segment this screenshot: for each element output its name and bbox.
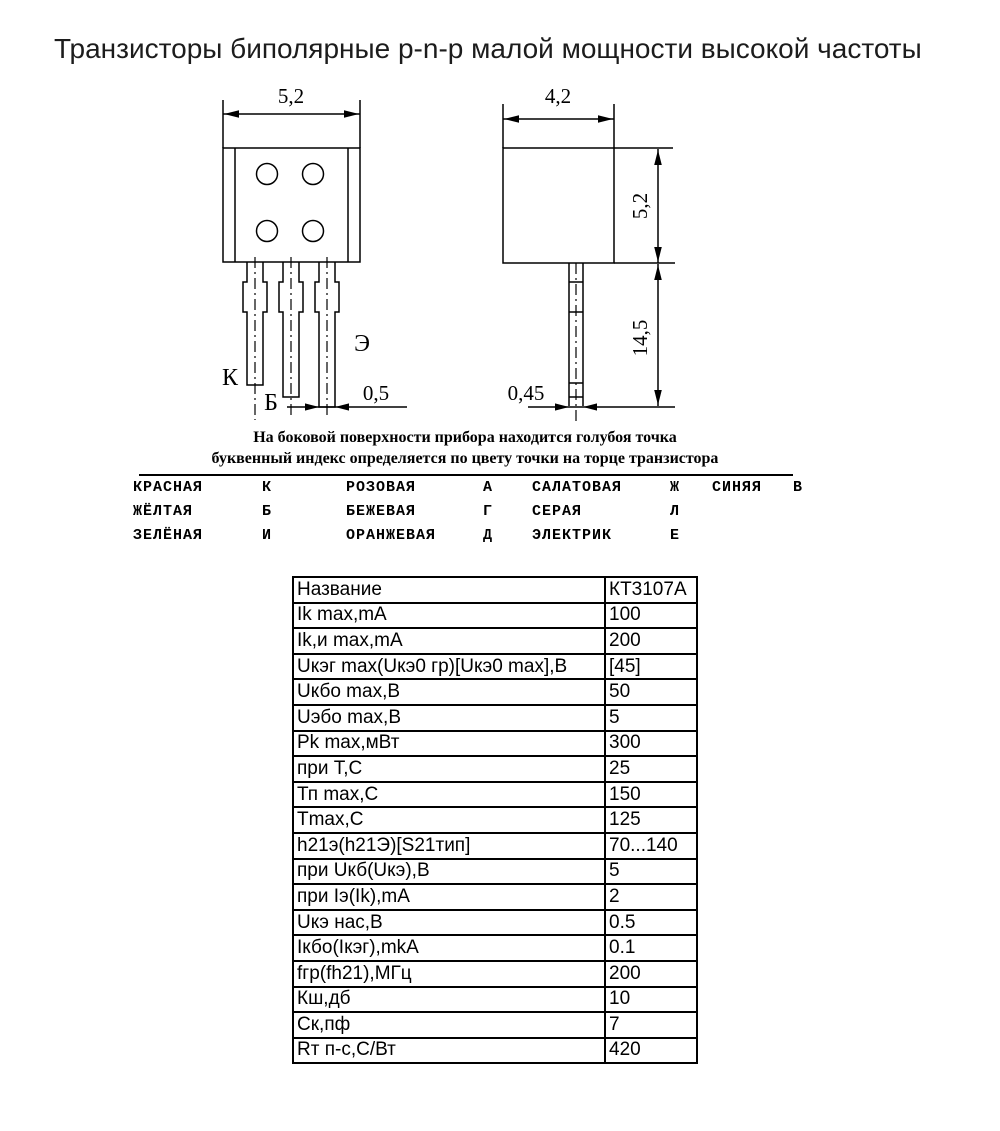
spec-table-row [293,884,697,910]
spec-table-row [293,1038,697,1064]
side-width-dim-label: 4,2 [544,84,572,108]
body-hole [257,221,278,242]
color-letter: Е [670,527,681,544]
spec-table-row [293,1012,697,1038]
color-name: БЕЖЕВАЯ [346,503,417,520]
spec-table-row [293,628,697,654]
spec-table-row [293,910,697,936]
param-cell: Tmax,С [293,807,605,833]
emitter-label: Э [354,331,370,357]
param-cell: при Iэ(Ik),mA [293,884,605,910]
param-cell: Uкбо max,В [293,679,605,705]
dim-arrow-icon [555,403,569,410]
body-hole [303,164,324,185]
param-cell: Uэбо max,В [293,705,605,731]
marking-note [130,427,800,469]
dim-arrow-icon [583,403,597,410]
param-cell: при Т,С [293,756,605,782]
spec-table-row [293,935,697,961]
dim-arrow-icon [598,115,613,123]
spec-table-row [293,833,697,859]
spec-table-row [293,603,697,629]
spec-table-row [293,807,697,833]
param-cell: Iкбо(Iкэг),mkA [293,935,605,961]
param-cell: Ik,и max,mA [293,628,605,654]
param-cell: Кш,дб [293,987,605,1013]
color-name: СЕРАЯ [532,503,583,520]
param-cell: Uкэ нас,В [293,910,605,936]
param-cell: Название [293,577,605,603]
dim-arrow-icon [305,403,319,410]
value-cell: 0.1 [605,935,697,961]
value-cell: 2 [605,884,697,910]
color-letter: Л [670,503,681,520]
divider-rule [139,474,793,476]
spec-table-row [293,961,697,987]
spec-table [292,576,698,1064]
spec-table-wrap [292,576,698,1064]
front-lead-thickness-dim-label: 0,5 [362,381,390,405]
dim-arrow-icon [654,150,662,165]
spec-table-row [293,731,697,757]
param-cell: Ск,пф [293,1012,605,1038]
param-cell: Rт п-с,С/Вт [293,1038,605,1064]
param-cell: при Uкб(Uкэ),В [293,859,605,885]
spec-table-row [293,705,697,731]
param-cell: fгр(fh21),МГц [293,961,605,987]
value-cell: 300 [605,731,697,757]
color-name: ОРАНЖЕВАЯ [346,527,437,544]
spec-table-row [293,859,697,885]
front-width-dim-label: 5,2 [277,84,305,108]
value-cell: 70...140 [605,833,697,859]
dim-arrow-icon [335,403,349,410]
value-cell: 50 [605,679,697,705]
value-cell: [45] [605,654,697,680]
color-letter: К [262,479,273,496]
dim-arrow-icon [654,265,662,280]
value-cell: 150 [605,782,697,808]
value-cell: 25 [605,756,697,782]
spec-table-row [293,987,697,1013]
color-letter: Г [483,503,494,520]
page-title: Транзисторы биполярные p-n-p малой мощности высокой частоты [54,33,922,64]
color-name: КРАСНАЯ [133,479,204,496]
spec-table-row [293,782,697,808]
marking-note-line2: буквенный индекс определяется по цвету точки на торце транзистора [211,450,719,467]
body-hole [257,164,278,185]
value-cell: 200 [605,961,697,987]
color-name: РОЗОВАЯ [346,479,417,496]
package-body-front [223,148,360,262]
package-drawings [0,0,1000,470]
body-hole [303,221,324,242]
value-cell: 100 [605,603,697,629]
side-lead-length-dim-label: 14,5 [628,319,652,357]
value-cell: 0.5 [605,910,697,936]
color-name: ЭЛЕКТРИК [532,527,613,544]
color-letter: Б [262,503,273,520]
collector-label: К [221,365,239,391]
front-view-drawing [223,100,407,420]
color-letter: В [793,479,804,496]
side-view-drawing [503,104,675,423]
dim-arrow-icon [654,247,662,262]
color-name: САЛАТОВАЯ [532,479,623,496]
param-cell: Ik max,mA [293,603,605,629]
package-body-side [503,148,614,263]
value-cell: 125 [605,807,697,833]
param-cell: Тп max,С [293,782,605,808]
color-letter: Д [483,527,494,544]
color-name: ЗЕЛЁНАЯ [133,527,204,544]
base-label: Б [264,390,278,416]
side-body-height-dim-label: 5,2 [628,192,652,220]
color-name: ЖЁЛТАЯ [133,503,194,520]
marking-note-line1: На боковой поверхности прибора находится голубоя точка [253,429,677,446]
spec-table-row [293,679,697,705]
dim-arrow-icon [344,110,359,118]
color-name: СИНЯЯ [712,479,763,496]
spec-table-header-row [293,577,697,603]
color-letter: А [483,479,494,496]
dim-arrow-icon [654,390,662,405]
value-cell: 7 [605,1012,697,1038]
param-cell: Uкэг max(Uкэ0 гр)[Uкэ0 max],В [293,654,605,680]
value-cell: 10 [605,987,697,1013]
value-cell: 420 [605,1038,697,1064]
value-cell: КТ3107А [605,577,697,603]
value-cell: 5 [605,705,697,731]
side-lead-thickness-dim-label: 0,45 [507,381,545,405]
spec-table-row [293,756,697,782]
color-letter: И [262,527,273,544]
param-cell: h21э(h21Э)[S21тип] [293,833,605,859]
spec-table-row [293,654,697,680]
dim-arrow-icon [504,115,519,123]
value-cell: 5 [605,859,697,885]
color-letter: Ж [670,479,681,496]
param-cell: Pk max,мВт [293,731,605,757]
value-cell: 200 [605,628,697,654]
dim-arrow-icon [224,110,239,118]
